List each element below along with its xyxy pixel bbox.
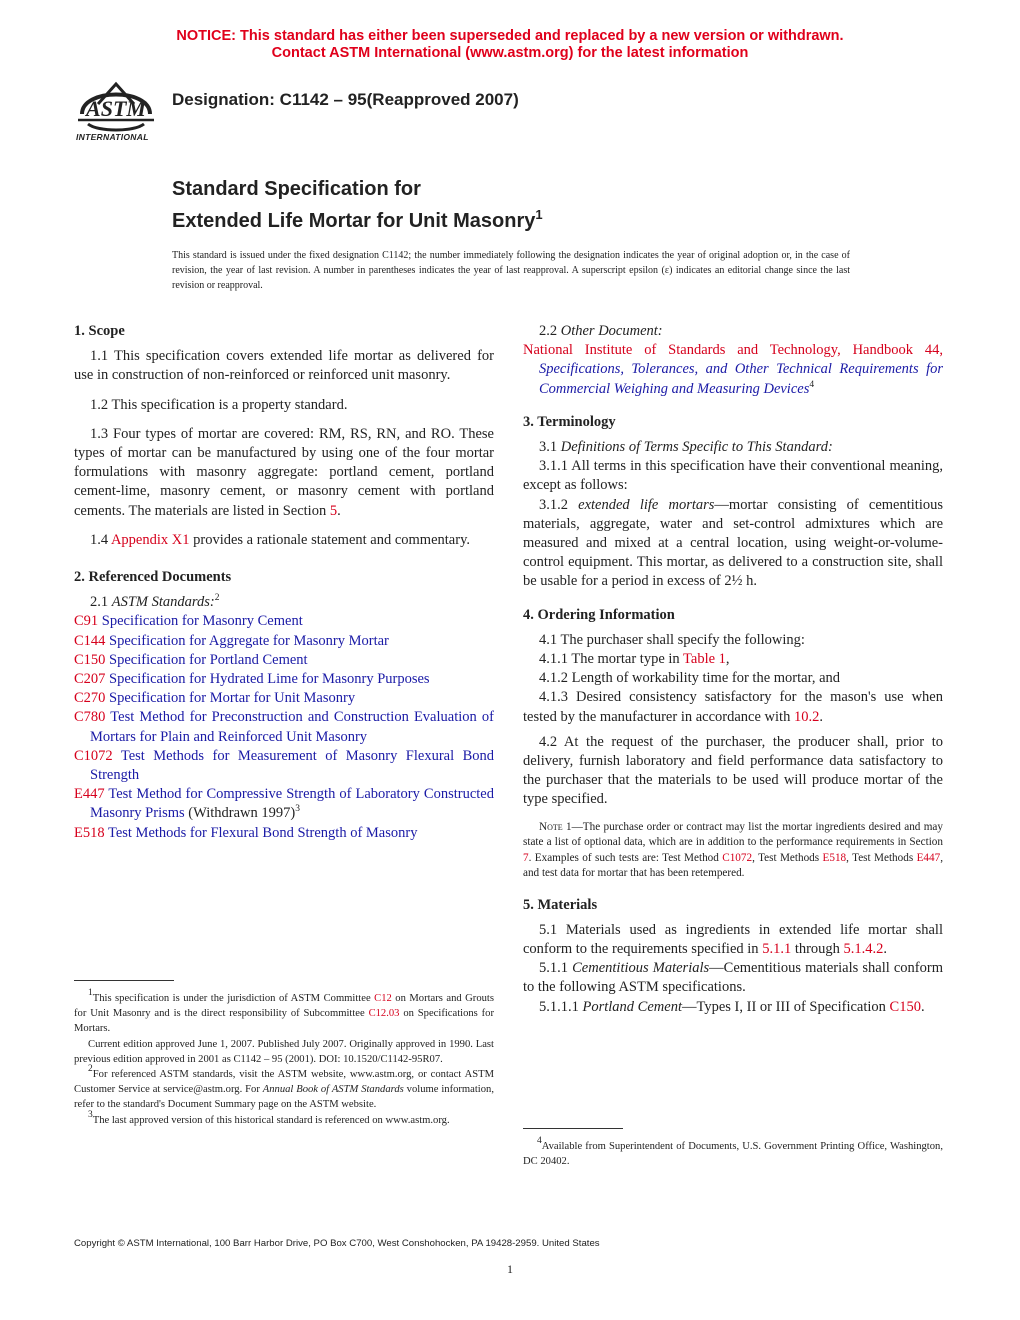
para-1-2: 1.2 This specification is a property standard. <box>90 396 348 413</box>
reference-item <box>74 689 494 708</box>
section-10-2-link[interactable]: 10.2 <box>793 708 820 725</box>
section-7-link[interactable]: 7 <box>523 851 529 864</box>
c150-spec-link[interactable]: C150 <box>889 998 921 1015</box>
para-2-2 <box>523 322 943 341</box>
reference-item <box>74 785 494 823</box>
para-2-1 <box>74 593 494 612</box>
footnote-1-approval: Current edition approved June 1, 2007. Published July 2007. Originally approved in 1990. Last previous edition approved in 2001 as C1142 – 95 (2001). DOI: 10.1520/C1142-95R07. <box>74 1038 494 1065</box>
footnote-2-text-a: For referenced ASTM standards, visit the ASTM website, www.astm.org, or contact ASTM Customer Service at service@astm.org. For <box>74 1069 494 1096</box>
reference-code-link[interactable]: C144 <box>74 632 106 649</box>
note-e447-link[interactable]: E447 <box>916 851 941 864</box>
notice-line-2: Contact ASTM International (www.astm.org) for the latest information <box>271 45 749 61</box>
note-e518-link[interactable]: E518 <box>822 851 847 864</box>
para-5-1-1-1-end: . <box>920 998 925 1015</box>
para-5-1 <box>523 921 943 959</box>
reference-code-link[interactable]: C150 <box>74 651 106 668</box>
para-2-1-num: 2.1 <box>90 594 112 611</box>
section-5-1-4-2-link[interactable]: 5.1.4.2 <box>843 941 884 958</box>
right-column <box>523 322 943 1017</box>
left-column <box>74 322 494 843</box>
para-5-1-1-1 <box>523 998 943 1017</box>
reference-code-link[interactable]: C1072 <box>74 747 113 764</box>
para-4-1-1-end: , <box>725 651 730 668</box>
footnote-1-text-c: on Specifications for Mortars. <box>74 1008 495 1035</box>
para-5-1-1-1-num: 5.1.1.1 <box>539 998 583 1015</box>
para-4-1-3-text: 4.1.3 Desired consistency satisfactory for the mason's use when tested by the manufacturer in accordance with <box>523 689 943 725</box>
reference-item <box>74 612 494 631</box>
nist-handbook-reference <box>523 341 943 399</box>
reference-code-link[interactable]: C91 <box>74 613 99 630</box>
para-2-2-num: 2.2 <box>539 323 561 339</box>
table-1-link[interactable]: Table 1 <box>683 651 726 668</box>
note-1-text-e: , and test data for mortar that has been retempered. <box>523 851 944 880</box>
section-5-heading: 5. Materials <box>523 896 598 913</box>
reference-code-link[interactable]: E518 <box>74 824 105 841</box>
reference-title-link[interactable]: Specification for Hydrated Lime for Masonry Purposes <box>105 671 430 688</box>
reference-title-link[interactable]: Test Methods for Flexural Bond Strength of Masonry <box>104 824 418 841</box>
left-footnotes <box>74 980 494 1128</box>
logo-mark: ASTM <box>86 96 146 121</box>
para-3-1-num: 3.1 <box>539 439 561 456</box>
note-1-label: Note 1 <box>539 820 572 833</box>
footnote-4: $^4$Available from Superintendent of Documents, U.S. Government Printing Office, Washington, DC 20402. <box>523 1136 943 1168</box>
issuance-statement: This standard is issued under the fixed designation C1142; the number immediately following the designation indicates the year of original adoption or, in the case of revision, the year of last revision. A number in parentheses indicates the year of last reapproval. A superscript epsilon (ε) indicates an editorial change since the last revision or reapproval. <box>172 250 850 291</box>
note-c1072-link[interactable]: C1072 <box>722 851 753 864</box>
para-4-1-2: 4.1.2 Length of workability time for the mortar, and <box>539 670 841 687</box>
footnote-2-marker: 2 <box>214 593 220 604</box>
footnote-1: $^1$This specification is under the jurisdiction of ASTM Committee C12 on Mortars and Grouts for Unit Masonry and is the direct responsibility of Subcommittee C12.03 on Specifications for Mortars. <box>74 988 495 1035</box>
section-5-link[interactable]: 5 <box>329 502 338 519</box>
section-1-heading: 1. Scope <box>74 323 125 339</box>
reference-title-link[interactable]: Specification for Aggregate for Masonry Mortar <box>105 632 389 649</box>
footnote-1-text-b: on Mortars and Grouts for Unit Masonry and is the direct responsibility of Subcommittee <box>74 993 494 1020</box>
note-1 <box>523 820 943 882</box>
reference-item <box>74 670 494 689</box>
para-3-1 <box>523 438 943 457</box>
reference-title-link[interactable]: Test Method for Compressive Strength of Laboratory Constructed Masonry Prisms <box>90 786 494 822</box>
title-footnote-marker: 1 <box>535 207 543 222</box>
reference-item <box>74 824 494 843</box>
section-5-1-1-link[interactable]: 5.1.1 <box>762 941 792 958</box>
section-3-heading: 3. Terminology <box>523 413 616 430</box>
note-1-text-d: , Test Methods <box>846 851 917 864</box>
para-5-1-1-1-text: —Types I, II or III of Specification <box>681 998 890 1015</box>
appendix-x1-link[interactable]: Appendix X1 <box>110 531 190 548</box>
para-3-1-1: 3.1.1 All terms in this specification have their conventional meaning, except as follows: <box>523 458 943 494</box>
reference-title-link[interactable]: Specification for Mortar for Unit Masonry <box>105 690 356 707</box>
footnote-2-book: Annual Book of ASTM Standards <box>262 1084 404 1096</box>
para-4-1-3 <box>523 688 943 726</box>
para-5-1-1 <box>523 959 943 997</box>
reference-item <box>74 747 494 785</box>
title-line-1: Standard Specification for <box>172 178 421 200</box>
para-3-1-2-text: —mortar consisting of cementitious materials, aggregate, water and set-control admixtures which are measured and mixed at a central location, using weight-or-volume-control equipment. This mortar, as delivered to a construction site, shall be usable for a period in excess of 2½ h. <box>523 496 943 590</box>
note-1-text-c: , Test Methods <box>752 851 823 864</box>
footnote-3: $^3$The last approved version of this historical standard is referenced on www.astm.org. <box>88 1109 450 1126</box>
para-2-2-label: Other Document: <box>560 323 663 339</box>
para-5-1-1-num: 5.1.1 <box>539 960 573 977</box>
notice-line-1: NOTICE: This standard has either been superseded and replaced by a new version or withdrawn. <box>176 28 844 44</box>
para-1-3 <box>74 425 494 521</box>
para-3-1-2 <box>523 496 943 592</box>
footnote-2-text-b: volume information, refer to the standard's Document Summary page on the ASTM website. <box>74 1084 494 1111</box>
para-1-3-end: . <box>337 502 341 519</box>
para-4-1: 4.1 The purchaser shall specify the following: <box>539 631 805 648</box>
reference-title-link[interactable]: Specification for Masonry Cement <box>98 613 303 630</box>
reference-code-link[interactable]: E447 <box>74 786 105 803</box>
title-line-2: Extended Life Mortar for Unit Masonry <box>172 210 536 232</box>
astm-references-list <box>74 612 494 842</box>
nist-handbook-link[interactable]: National Institute of Standards and Technology, Handbook 44, <box>523 342 943 359</box>
para-3-1-label: Definitions of Terms Specific to This Standard: <box>560 439 833 456</box>
reference-title-link[interactable]: Test Methods for Measurement of Masonry Flexural Bond Strength <box>90 747 494 784</box>
para-5-1-text: 5.1 Materials used as ingredients in extended life mortar shall conform to the requirements specified in <box>523 921 943 958</box>
nist-handbook-title[interactable]: Specifications, Tolerances, and Other Technical Requirements for Commercial Weighing and Measuring Devices <box>539 361 943 397</box>
section-4-heading: 4. Ordering Information <box>523 606 675 623</box>
para-5-1-through: through <box>791 941 844 958</box>
para-1-1: 1.1 This specification covers extended life mortar as delivered for use in construction of non-reinforced or reinforced unit masonry. <box>74 348 494 384</box>
footnote-1-text-a: This specification is under the jurisdiction of ASTM Committee <box>92 993 375 1004</box>
withdrawal-notice <box>0 28 1020 62</box>
para-1-4-num: 1.4 <box>90 531 111 548</box>
note-1-text-b: . Examples of such tests are: Test Method <box>528 851 723 864</box>
footnote-4-text: Available from Superintendent of Documents, U.S. Government Printing Office, Washington, DC 20402. <box>523 1141 943 1168</box>
designation: Designation: C1142 – 95(Reapproved 2007) <box>172 90 519 109</box>
reference-footnote-marker: 3 <box>295 804 300 815</box>
note-1-text-a: —The purchase order or contract may list the mortar ingredients desired and may state a list of optional data, which are in addition to the performance requirements in Section <box>523 820 943 849</box>
footnote-4-marker: 4 <box>809 379 815 390</box>
subcommittee-c12-03-link[interactable]: C12.03 <box>368 1008 400 1020</box>
reference-status: (Withdrawn 1997) <box>184 805 296 822</box>
reference-item <box>74 651 494 670</box>
committee-c12-link[interactable]: C12 <box>374 993 392 1004</box>
para-3-1-2-num: 3.1.2 <box>539 496 579 513</box>
reference-item <box>74 632 494 651</box>
reference-title-link[interactable]: Specification for Portland Cement <box>105 651 308 668</box>
para-5-1-end: . <box>883 941 888 958</box>
para-4-1-1 <box>523 650 943 669</box>
para-2-1-label: ASTM Standards: <box>111 594 215 611</box>
para-1-3-text: 1.3 Four types of mortar are covered: RM, RS, RN, and RO. These types of mortar can be manufactured by using one of the four mortar formulations with masonry aggregate: portland cement, portland cement-lime, masonry cement, or masonry cement with portland cements. The materials are listed in Section <box>74 425 494 519</box>
para-4-1-1-text: 4.1.1 The mortar type in <box>539 651 684 668</box>
document-title <box>172 176 543 234</box>
footnote-3-text: The last approved version of this historical standard is referenced on www.astm.org. <box>92 1114 450 1126</box>
copyright-line: Copyright © ASTM International, 100 Barr Harbor Drive, PO Box C700, West Conshohocken, PA 19428-2959. United States <box>74 1238 600 1249</box>
footnote-2: $^2$For referenced ASTM standards, visit the ASTM website, www.astm.org, or contact ASTM Customer Service at service@astm.org. For Annual Book of ASTM Standards volume information, refer to the standard's Document Summary page on the ASTM website. <box>74 1064 494 1111</box>
reference-code-link[interactable]: C780 <box>74 709 106 726</box>
reference-title-link[interactable]: Test Method for Preconstruction and Construction Evaluation of Mortars for Plain and Reinforced Unit Masonry <box>90 709 494 745</box>
reference-code-link[interactable]: C207 <box>74 671 106 688</box>
para-5-1-1-text: —Cementitious materials shall conform to the following ASTM specifications. <box>523 960 943 996</box>
page-number: 1 <box>507 1262 513 1276</box>
reference-code-link[interactable]: C270 <box>74 690 106 707</box>
para-4-1-3-end: . <box>819 708 823 725</box>
para-4-2: 4.2 At the request of the purchaser, the producer shall, prior to delivery, furnish laboratory and field performance data satisfactory to the purchaser that the materials to be used will produce mortar of the type specified. <box>523 733 943 808</box>
right-footnotes <box>523 1128 943 1169</box>
reference-item <box>74 708 494 746</box>
term-extended-life-mortars: extended life mortars <box>578 496 715 513</box>
para-1-4-text: provides a rationale statement and commentary. <box>189 531 470 548</box>
logo-caption: INTERNATIONAL <box>76 132 149 142</box>
section-2-heading: 2. Referenced Documents <box>74 569 232 586</box>
term-cementitious-materials: Cementitious Materials <box>572 960 710 977</box>
term-portland-cement: Portland Cement <box>582 998 682 1015</box>
para-1-4 <box>74 531 494 550</box>
